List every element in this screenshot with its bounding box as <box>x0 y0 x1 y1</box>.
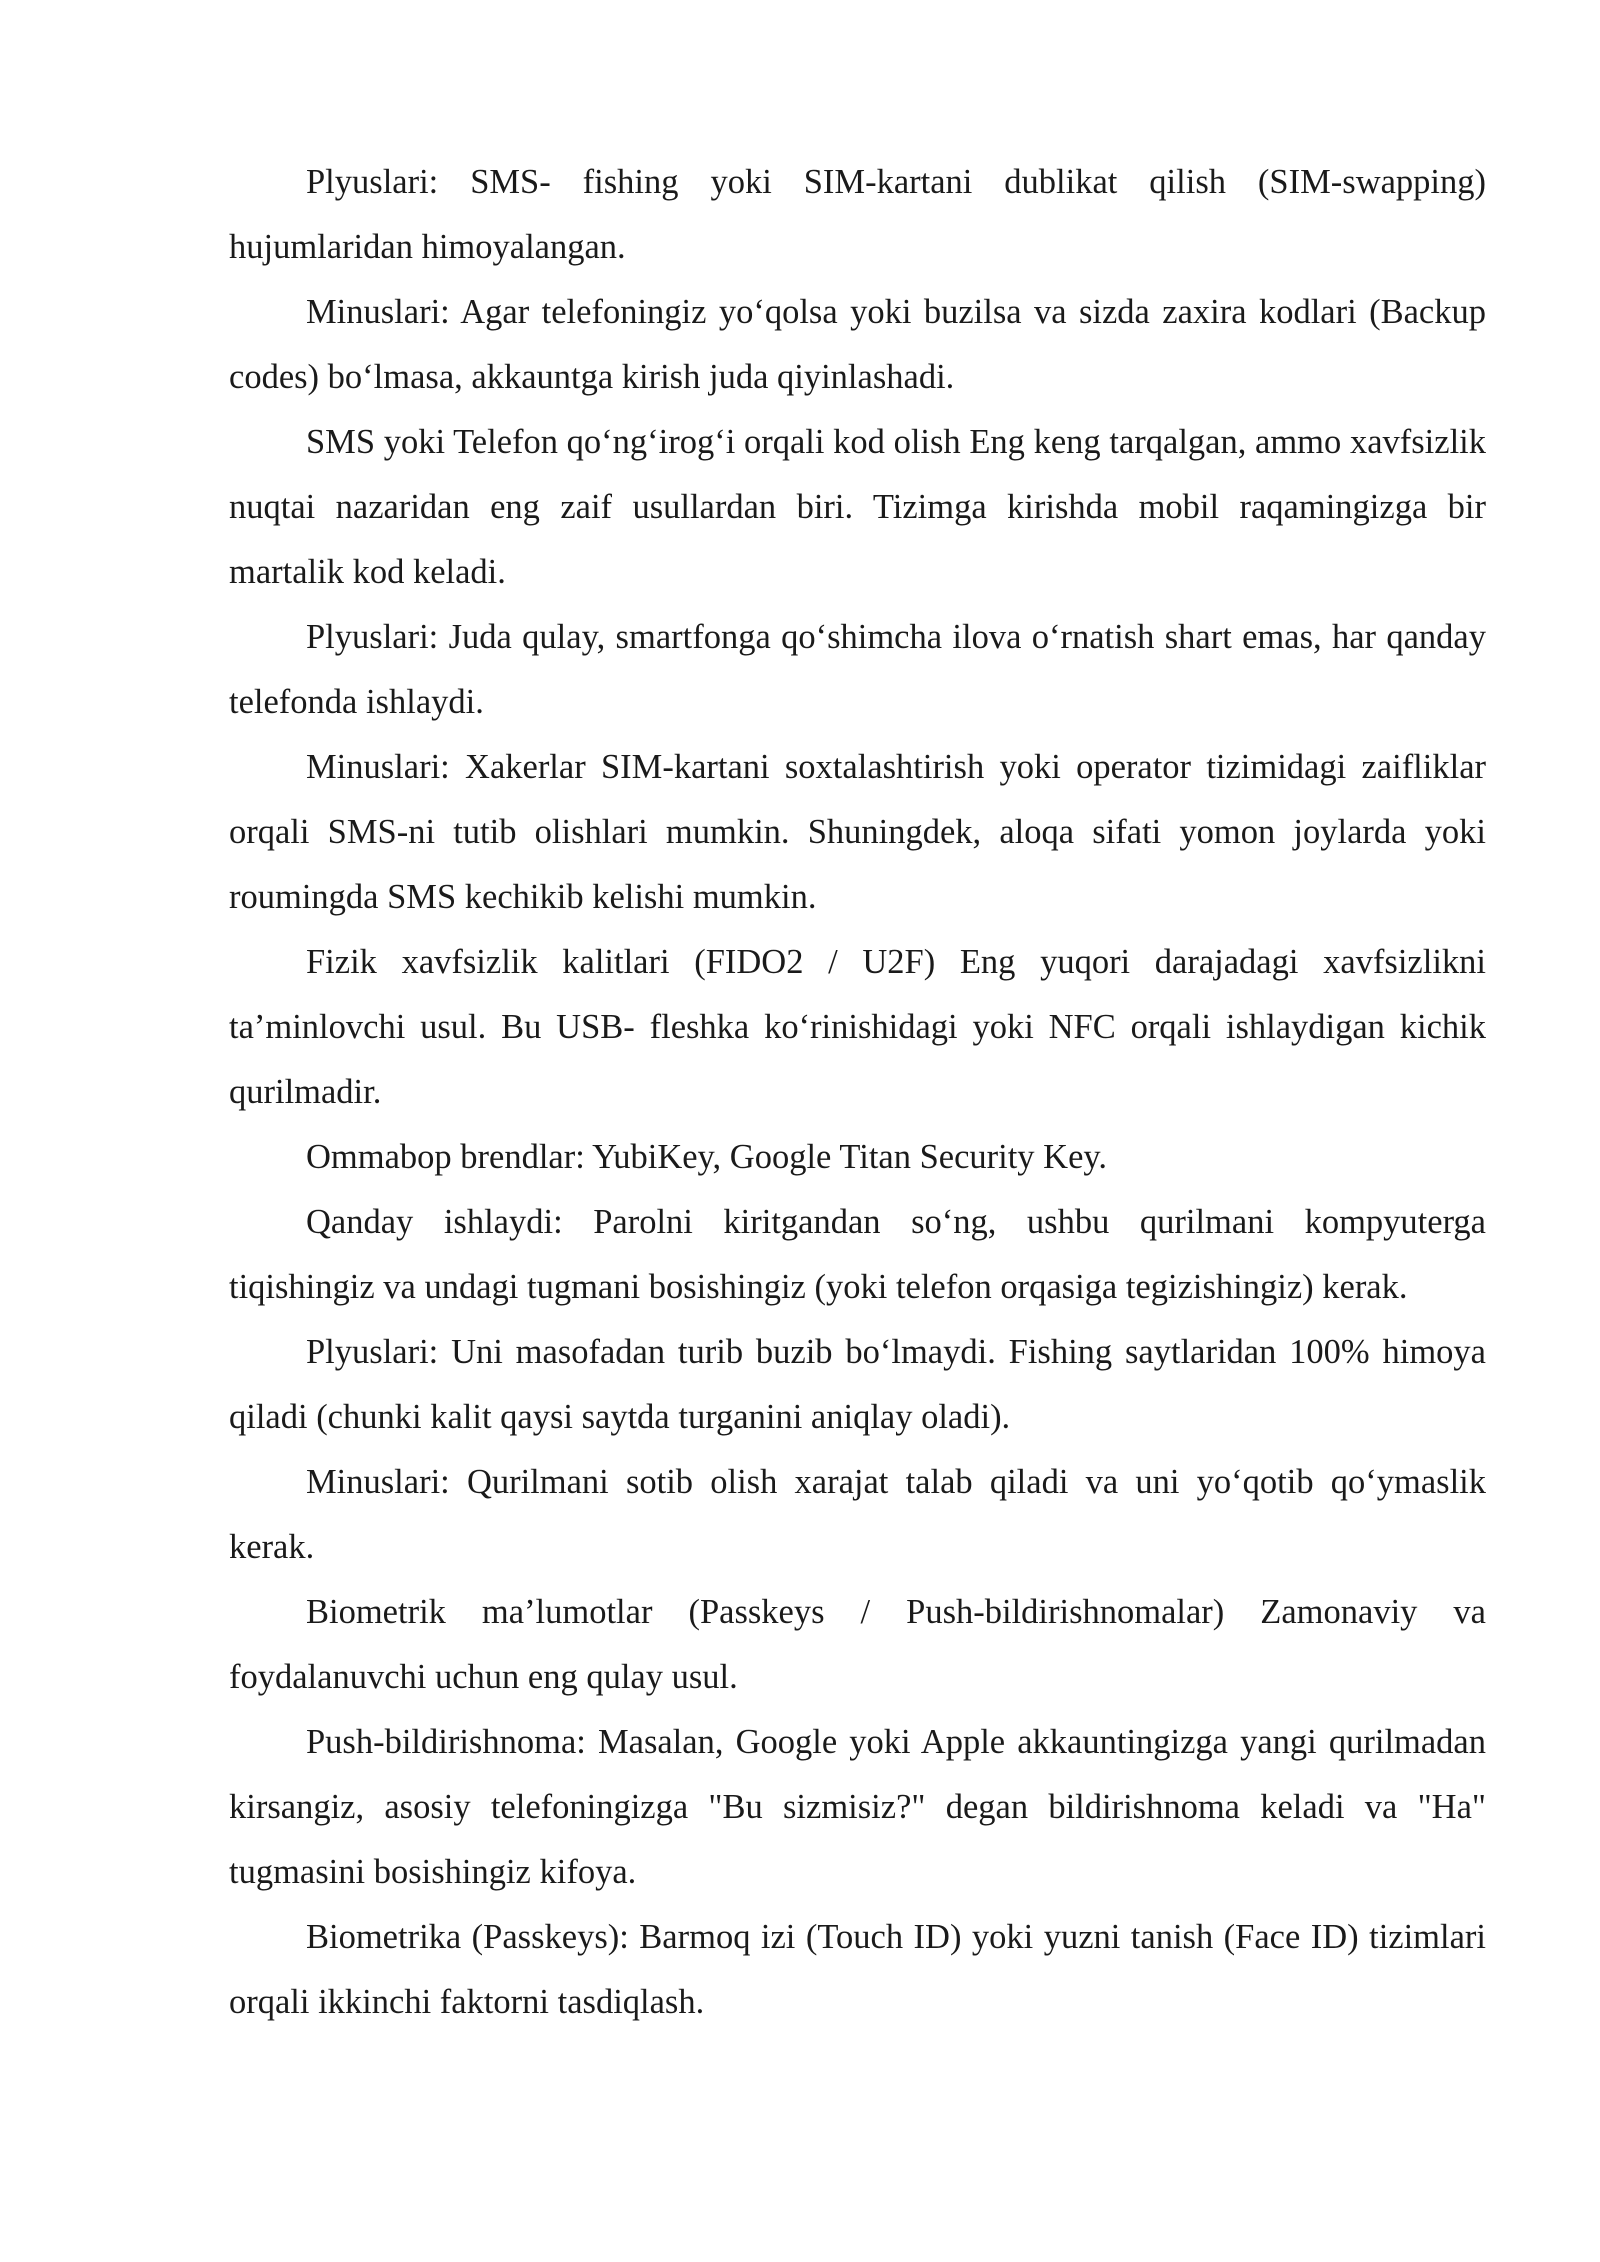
paragraph-fido-intro: Fizik xavfsizlik kalitlari (FIDO2 / U2F) Eng yuqori darajadagi xavfsizlikni ta’minlovchi usul. Bu USB- fleshka ko‘rinishidagi yoki NFC orqali ishlaydigan kichik qurilmadir. <box>229 943 1486 1111</box>
paragraph-push-notification: Push-bildirishnoma: Masalan, Google yoki Apple akkauntingizga yangi qurilmadan kirsangiz, asosiy telefoningizga "Bu sizmisiz?" degan bildirishnoma keladi va "Ha" tugmasini bosishingiz kifoya. <box>229 1723 1486 1891</box>
paragraph-sms-plus: Plyuslari: Juda qulay, smartfonga qo‘shimcha ilova o‘rnatish shart emas, har qanday telefonda ishlaydi. <box>229 618 1486 721</box>
paragraph-fido-brands: Ommabop brendlar: YubiKey, Google Titan Security Key. <box>306 1138 1108 1176</box>
paragraph-biometric-intro: Biometrik ma’lumotlar (Passkeys / Push-bildirishnomalar) Zamonaviy va foydalanuvchi uchun eng qulay usul. <box>229 1593 1486 1696</box>
paragraph-backup-plus: Plyuslari: SMS- fishing yoki SIM-kartani dublikat qilish (SIM-swapping) hujumlaridan himoyalangan. <box>229 163 1486 266</box>
paragraph-fido-how: Qanday ishlaydi: Parolni kiritgandan so‘ng, ushbu qurilmani kompyuterga tiqishingiz va undagi tugmani bosishingiz (yoki telefon orqasiga tegizishingiz) kerak. <box>229 1203 1486 1306</box>
paragraph-fido-plus: Plyuslari: Uni masofadan turib buzib bo‘lmaydi. Fishing saytlaridan 100% himoya qiladi (chunki kalit qaysi saytda turganini aniqlay oladi). <box>229 1333 1486 1436</box>
paragraph-backup-minus: Minuslari: Agar telefoningiz yo‘qolsa yoki buzilsa va sizda zaxira kodlari (Backup codes) bo‘lmasa, akkauntga kirish juda qiyinlashadi. <box>229 293 1486 396</box>
paragraph-sms-minus: Minuslari: Xakerlar SIM-kartani soxtalashtirish yoki operator tizimidagi zaifliklar orqali SMS-ni tutib olishlari mumkin. Shuningdek, aloqa sifati yomon joylarda yoki roumingda SMS kechikib kelishi mumkin. <box>229 748 1486 916</box>
paragraph-passkeys: Biometrika (Passkeys): Barmoq izi (Touch ID) yoki yuzni tanish (Face ID) tizimlari orqali ikkinchi faktorni tasdiqlash. <box>229 1918 1486 2021</box>
paragraph-fido-minus: Minuslari: Qurilmani sotib olish xarajat talab qiladi va uni yo‘qotib qo‘ymaslik kerak. <box>229 1463 1486 1566</box>
document-body <box>229 150 1486 2035</box>
paragraph-sms-intro: SMS yoki Telefon qo‘ng‘irog‘i orqali kod olish Eng keng tarqalgan, ammo xavfsizlik nuqtai nazaridan eng zaif usullardan biri. Tizimga kirishda mobil raqamingizga bir martalik kod keladi. <box>229 423 1486 591</box>
